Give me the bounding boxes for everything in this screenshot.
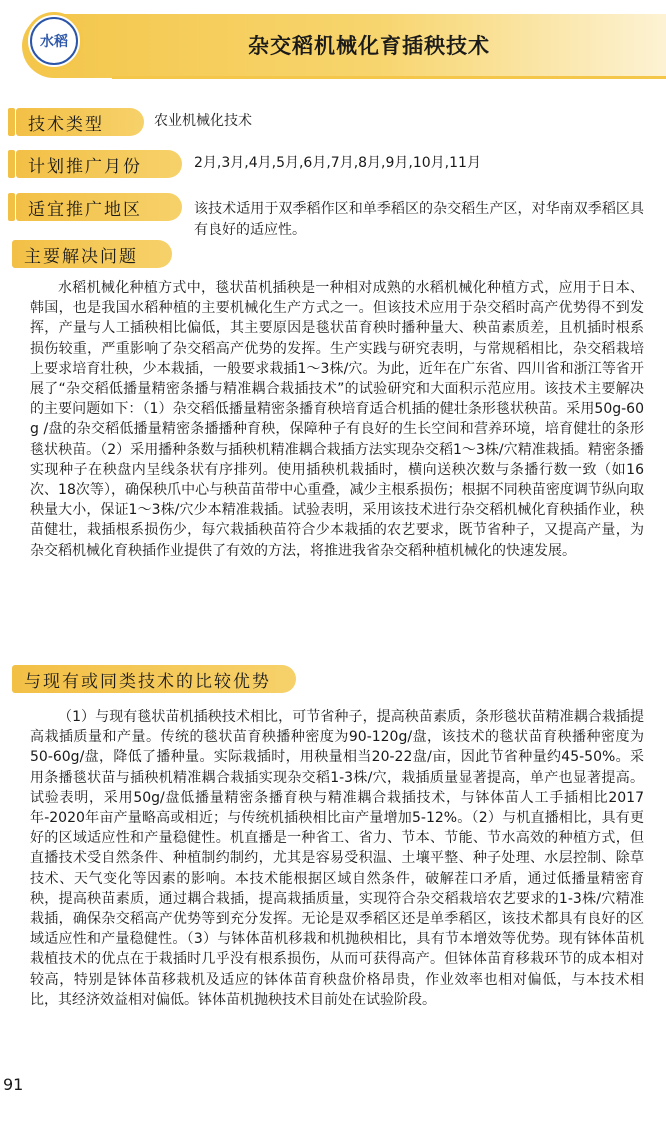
tab-accent — [8, 193, 15, 221]
tab-accent — [8, 108, 15, 136]
title-divider — [112, 76, 666, 79]
region-value: 该技术适用于双季稻作区和单季稻区的杂交稻生产区，对华南双季稻区具有良好的适应性。 — [194, 201, 644, 238]
months-value: 2月,3月,4月,5月,6月,7月,8月,9月,10月,11月 — [194, 155, 481, 171]
tech-type-value: 农业机械化技术 — [154, 113, 252, 129]
region-label: 适宜推广地区 — [16, 193, 182, 221]
tech-type-label: 技术类型 — [16, 108, 144, 136]
advantage-paragraph: （1）与现有毯状苗机插秧技术相比，可节省种子，提高秧苗素质，条形毯状苗精准耦合栽插提高栽插质量和产量。传统的毯状苗育秧播种密度为90-120g/盘，该技术的毯状苗育秧播种密度为50-60g/盘，降低了播种量。实际栽插时，用秧量相当20-22盘/亩，因此节省种量约45-50%。采用条播毯状苗与插秧机精准耦合栽插实现杂交稻1-3株/穴，栽插质量显著提高，单产也显著提高。试验表明，采用50g/盘低播量精密条播育秧与精准耦合栽插技术，与钵体苗人工手插相比2017年-2020年亩产量略高或相近；与传统机插秧相比亩产量增加5-12%。（2）与机直播相比，具有更好的区域适应性和产量稳健性。机直播是一种省工、省力、节本、节能、节水高效的种植方式，但直播技术受自然条件、种植制约制约，尤其是容易受积温、土壤平整、种子处理、水层控制、除草技术、天气变化等因素的影响。本技术能根据区域自然条件，破解茬口矛盾，通过低播量精密育秧，提高秧苗素质，通过耦合栽插，提高栽插质量，实现符合杂交稻栽培农艺要求的1-3株/穴精准栽插，确保杂交稻高产优势等到充分发挥。无论是双季稻区还是单季稻区，该技术都具有良好的区域适应性和产量稳健性。（3）与钵体苗机移栽和机抛秧相比，具有节本增效等优势。现有钵体苗机栽植技术的优点在于栽插时几乎没有根系损伤，从而可获得高产。但钵体苗育移栽环节的成本相对较高，特别是钵体苗移栽机及适应的钵体苗育秧盘价格昂贵，作业效率也相对偏低，与本技术相比，其经济效益相对偏低。钵体苗机抛秧技术目前处在试验阶段。 — [30, 709, 644, 1008]
problems-label: 主要解决问题 — [12, 240, 172, 268]
page-title: 杂交稻机械化育插秧技术 — [248, 34, 490, 58]
category-badge — [25, 12, 83, 70]
page-number: 91 — [3, 1075, 24, 1094]
problems-paragraph: 水稻机械化种植方式中，毯状苗机插秧是一种相对成熟的水稻机械化种植方式，应用于日本、韩国，也是我国水稻种植的主要机械化生产方式之一。但该技术应用于杂交稻时高产优势得不到发挥，产量与人工插秧相比偏低，其主要原因是毯状苗育秧时播种量大、秧苗素质差，且机插时根系损伤较重，严重影响了杂交稻高产优势的发挥。生产实践与研究表明，与常规稻相比，杂交稻栽培上要求培育壮秧，少本栽插，一般要求栽插1～3株/穴。为此，近年在广东省、四川省和浙江等省开展了“杂交稻低播量精密条播与精准耦合栽插技术”的试验研究和大面积示范应用。该技术主要解决的主要问题如下：（1）杂交稻低播量精密条播育秧培育适合机插的健壮条形毯状秧苗。采用50g-60 g /盘的杂交稻低播量精密条播播种育秧，保障种子有良好的生长空间和营养环境，培育健壮的条形毯状秧苗。（2）采用播种条数与插秧机精准耦合栽插方法实现杂交稻1～3株/穴精准栽插。精密条播实现种子在秧盘内呈线条状有序排列。使用插秧机栽插时，横向送秧次数与条播行数一致（如16次、18次等），确保秧爪中心与秧苗苗带中心重叠，减少主根系损伤；根据不同秧苗密度调节纵向取秧量大小，保证1～3株/穴少本精准栽插。试验表明，采用该技术进行杂交稻机械化育秧插作业，秧苗健壮，栽插根系损伤少，每穴栽插秧苗符合少本栽插的农艺要求，既节省种子，又提高产量，为杂交稻机械化育秧插作业提供了有效的方法，将推进我省杂交稻种植机械化的快速发展。 — [30, 280, 644, 559]
months-label: 计划推广月份 — [16, 150, 182, 178]
category-badge-label: 水稻 — [30, 17, 78, 65]
advantage-label: 与现有或同类技术的比较优势 — [12, 665, 296, 693]
tab-accent — [8, 150, 15, 178]
